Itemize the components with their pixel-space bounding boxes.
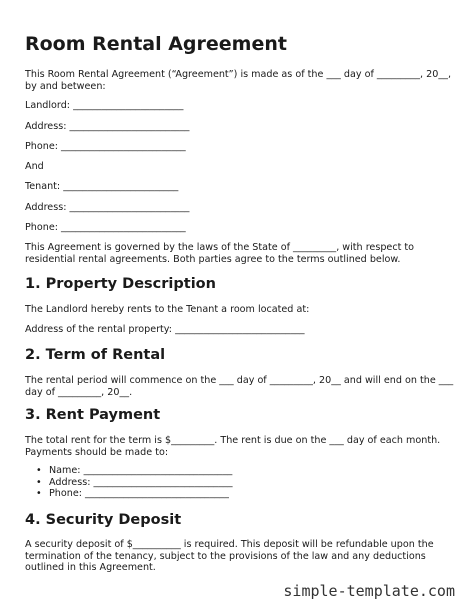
and-label: And: [25, 161, 44, 172]
tenant-address-field: Address: _________________________: [25, 202, 190, 213]
section-1-heading: 1. Property Description: [25, 276, 216, 292]
governing-law-paragraph: This Agreement is governed by the laws of the State of _________, with respect to residential rental agreements. Both parties agree to the terms outlined below.: [25, 242, 415, 265]
section-3-heading: 3. Rent Payment: [25, 407, 161, 423]
landlord-phone-field: Phone: __________________________: [25, 141, 186, 152]
list-item: [25, 477, 233, 489]
section-2-heading: 2. Term of Rental: [25, 347, 166, 363]
document-title: Room Rental Agreement: [25, 33, 287, 55]
section-3-text: The total rent for the term is $_________. The rent is due on the ___ day of each month. Payments should be made to:: [25, 435, 441, 458]
footer-watermark: simple-template.com: [283, 582, 455, 600]
payee-address-field: Address: _____________________________: [49, 476, 233, 488]
section-1-text: The Landlord hereby rents to the Tenant a room located at:: [25, 304, 310, 315]
payment-details-list: [25, 465, 233, 500]
list-item: [25, 488, 233, 500]
tenant-field: Tenant: ________________________: [25, 181, 179, 192]
section-4-heading: 4. Security Deposit: [25, 512, 182, 528]
bullet-icon: •: [36, 465, 42, 476]
section-2-text: The rental period will commence on the ___ day of _________, 20__ and will end on the ___ day of _________, 20__.: [25, 375, 454, 398]
payee-name-field: Name: _______________________________: [49, 465, 233, 476]
landlord-field: Landlord: _______________________: [25, 100, 184, 111]
property-address-field: Address of the rental property: ___________________________: [25, 324, 305, 335]
bullet-icon: •: [36, 488, 42, 499]
landlord-address-field: Address: _________________________: [25, 121, 190, 132]
list-item: [25, 465, 233, 477]
intro-paragraph: This Room Rental Agreement (“Agreement”) is made as of the ___ day of _________, 20__, by and between:: [25, 69, 451, 92]
payee-phone-field: Phone: ______________________________: [49, 488, 229, 499]
tenant-phone-field: Phone: __________________________: [25, 222, 186, 233]
bullet-icon: •: [36, 476, 42, 488]
section-4-text: A security deposit of $__________ is required. This deposit will be refundable upon the termination of the tenancy, subject to the provisions of the law and any deductions outlined in this Agreement.: [25, 539, 434, 573]
